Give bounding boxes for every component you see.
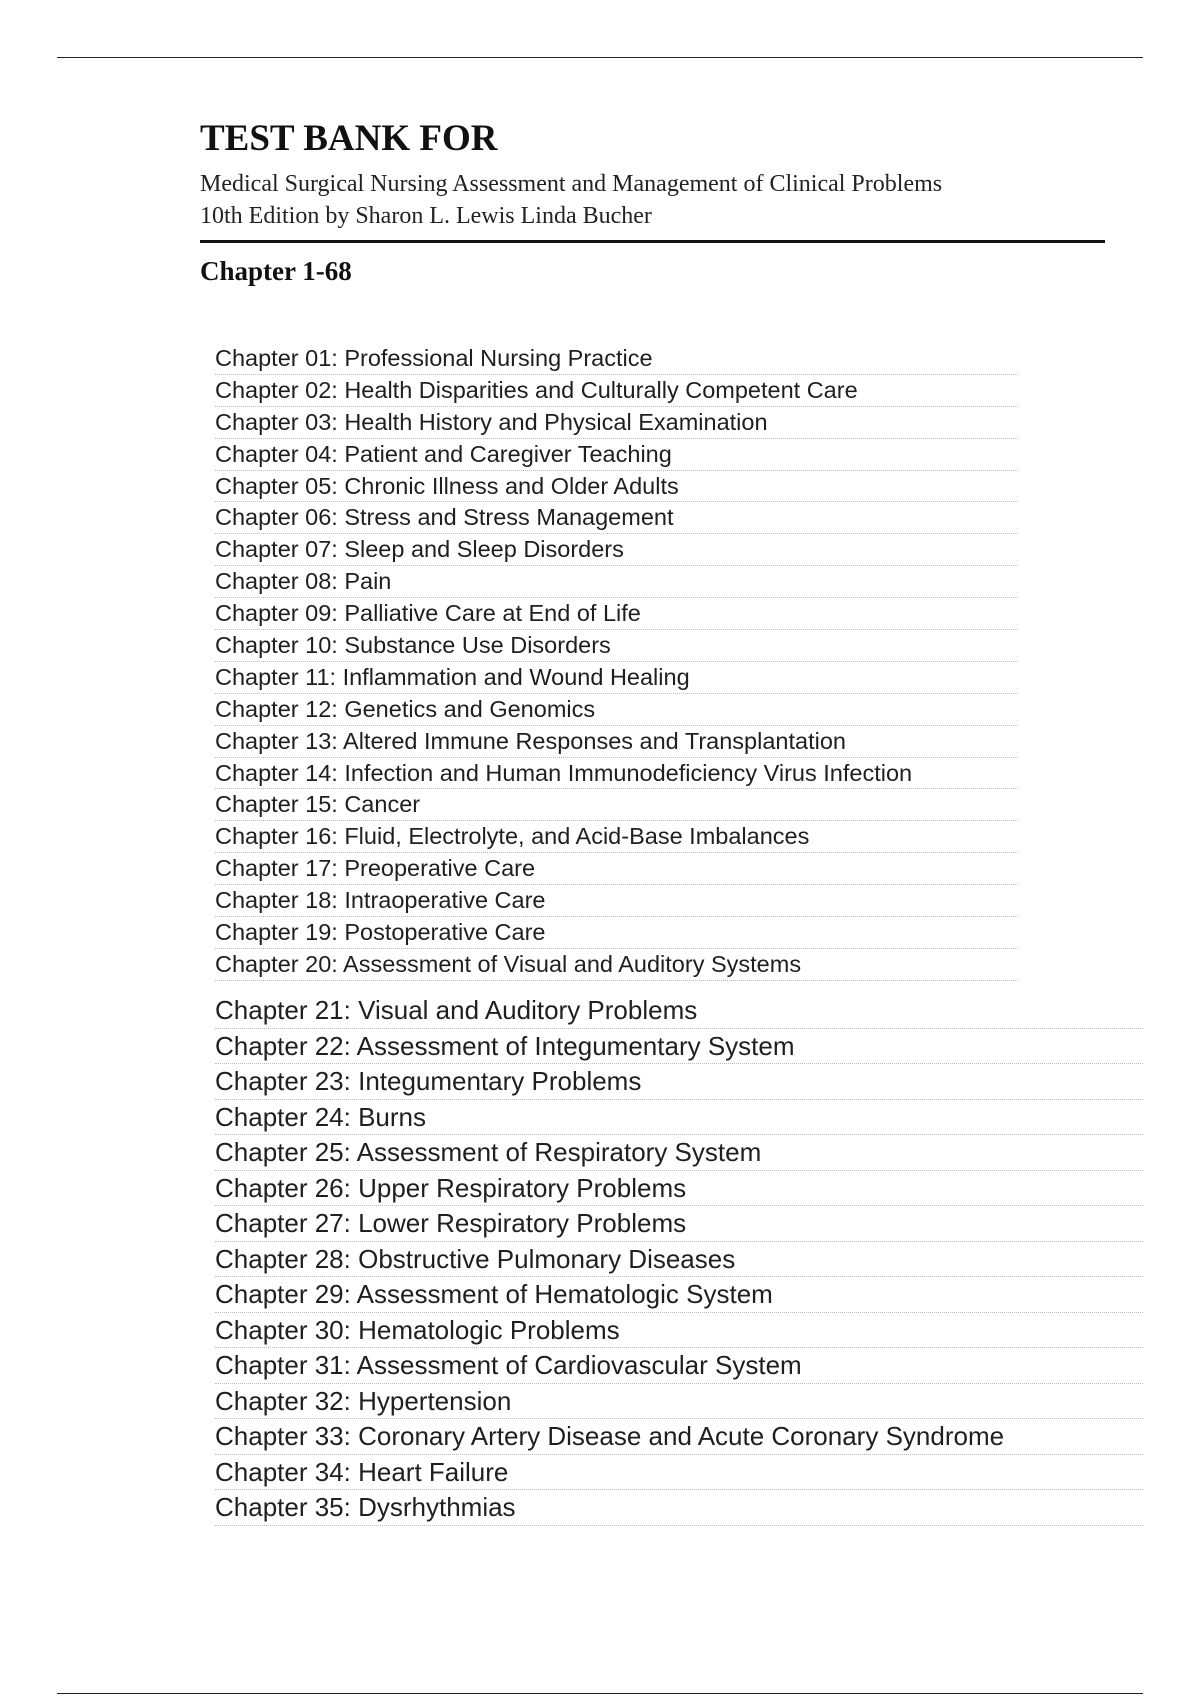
toc-entry: Chapter 27: Lower Respiratory Problems <box>215 1206 1143 1242</box>
toc-entry: Chapter 07: Sleep and Sleep Disorders <box>215 534 1018 566</box>
toc-entry: Chapter 24: Burns <box>215 1100 1143 1136</box>
toc-entry: Chapter 13: Altered Immune Responses and Transplantation <box>215 726 1018 758</box>
toc-entry: Chapter 18: Intraoperative Care <box>215 885 1018 917</box>
toc-entry: Chapter 15: Cancer <box>215 789 1018 821</box>
toc-entry: Chapter 32: Hypertension <box>215 1384 1143 1420</box>
toc-entry: Chapter 14: Infection and Human Immunodeficiency Virus Infection <box>215 758 1018 790</box>
subtitle-line-1: Medical Surgical Nursing Assessment and Management of Clinical Problems <box>200 171 943 197</box>
document-header <box>200 118 1105 287</box>
document-subtitle <box>200 168 1105 232</box>
table-of-contents-part-2 <box>215 993 1143 1526</box>
toc-entry: Chapter 28: Obstructive Pulmonary Diseases <box>215 1242 1143 1278</box>
toc-entry: Chapter 25: Assessment of Respiratory System <box>215 1135 1143 1171</box>
toc-entry: Chapter 08: Pain <box>215 566 1018 598</box>
toc-entry: Chapter 10: Substance Use Disorders <box>215 630 1018 662</box>
chapter-range: Chapter 1-68 <box>200 256 352 286</box>
toc-entry: Chapter 23: Integumentary Problems <box>215 1064 1143 1100</box>
toc-entry: Chapter 02: Health Disparities and Culturally Competent Care <box>215 375 1018 407</box>
toc-entry: Chapter 35: Dysrhythmias <box>215 1490 1143 1526</box>
toc-entry: Chapter 22: Assessment of Integumentary System <box>215 1029 1143 1065</box>
toc-entry: Chapter 09: Palliative Care at End of Life <box>215 598 1018 630</box>
toc-entry: Chapter 16: Fluid, Electrolyte, and Acid-Base Imbalances <box>215 821 1018 853</box>
document-title: TEST BANK FOR <box>200 118 498 159</box>
toc-entry: Chapter 20: Assessment of Visual and Auditory Systems <box>215 949 1018 981</box>
bottom-page-rule <box>57 1693 1143 1694</box>
toc-entry: Chapter 06: Stress and Stress Management <box>215 502 1018 534</box>
toc-entry: Chapter 17: Preoperative Care <box>215 853 1018 885</box>
toc-entry: Chapter 05: Chronic Illness and Older Adults <box>215 471 1018 503</box>
toc-entry: Chapter 11: Inflammation and Wound Healing <box>215 662 1018 694</box>
toc-entry: Chapter 21: Visual and Auditory Problems <box>215 993 1143 1029</box>
header-divider <box>200 240 1105 243</box>
toc-entry: Chapter 19: Postoperative Care <box>215 917 1018 949</box>
toc-entry: Chapter 33: Coronary Artery Disease and Acute Coronary Syndrome <box>215 1419 1143 1455</box>
top-page-rule <box>57 57 1143 58</box>
toc-entry: Chapter 34: Heart Failure <box>215 1455 1143 1491</box>
toc-entry: Chapter 30: Hematologic Problems <box>215 1313 1143 1349</box>
toc-entry: Chapter 04: Patient and Caregiver Teaching <box>215 439 1018 471</box>
toc-entry: Chapter 29: Assessment of Hematologic System <box>215 1277 1143 1313</box>
toc-entry: Chapter 31: Assessment of Cardiovascular System <box>215 1348 1143 1384</box>
subtitle-line-2: 10th Edition by Sharon L. Lewis Linda Bucher <box>200 203 652 229</box>
toc-entry: Chapter 12: Genetics and Genomics <box>215 694 1018 726</box>
table-of-contents-part-1 <box>215 343 1018 981</box>
toc-entry: Chapter 03: Health History and Physical Examination <box>215 407 1018 439</box>
toc-entry: Chapter 26: Upper Respiratory Problems <box>215 1171 1143 1207</box>
toc-entry: Chapter 01: Professional Nursing Practice <box>215 343 1018 375</box>
